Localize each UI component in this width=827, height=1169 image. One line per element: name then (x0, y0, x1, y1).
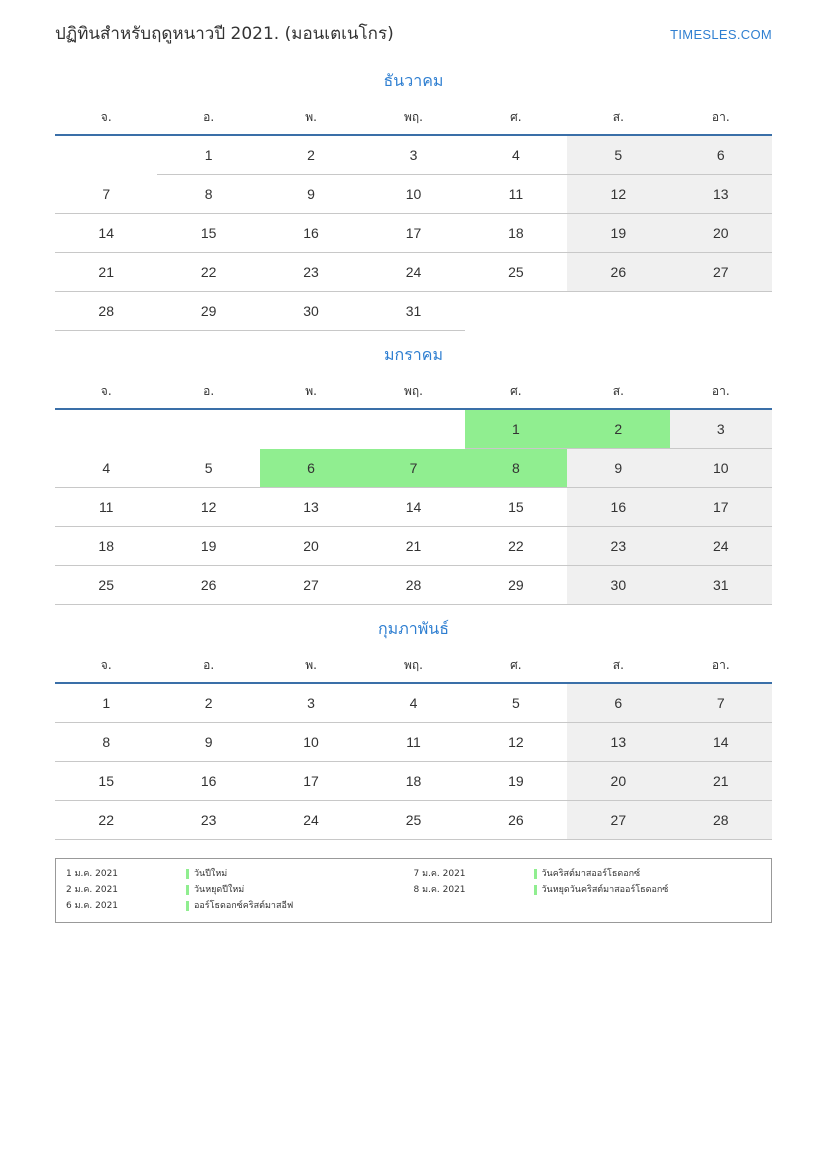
day-cell[interactable]: 14 (670, 723, 772, 762)
day-cell[interactable]: 9 (260, 175, 362, 214)
day-cell[interactable]: 15 (157, 214, 259, 253)
day-cell[interactable]: 19 (465, 762, 567, 801)
day-cell[interactable]: 22 (157, 253, 259, 292)
legend-color-swatch (186, 885, 189, 895)
legend-item (66, 866, 414, 882)
day-cell[interactable]: 14 (55, 214, 157, 253)
day-cell[interactable]: 11 (465, 175, 567, 214)
month-table (55, 104, 772, 331)
day-cell[interactable]: 21 (362, 527, 464, 566)
week-row (55, 488, 772, 527)
month-name: กุมภาพันธ์ (377, 619, 449, 638)
day-cell[interactable]: 25 (55, 566, 157, 605)
day-cell[interactable]: 17 (670, 488, 772, 527)
month-block (55, 343, 772, 605)
weekday-header: จ. (55, 652, 157, 683)
legend-label: วันปีใหม่ (194, 869, 228, 879)
day-cell[interactable]: 23 (260, 253, 362, 292)
legend-color-swatch (186, 869, 189, 879)
day-cell[interactable]: 27 (670, 253, 772, 292)
legend-label: วันหยุดปีใหม่ (194, 885, 245, 895)
weekday-header: อา. (670, 378, 772, 409)
day-cell[interactable]: 30 (567, 566, 669, 605)
day-cell[interactable]: 2 (260, 135, 362, 175)
weekday-header: อา. (670, 104, 772, 135)
day-cell[interactable]: 19 (567, 214, 669, 253)
day-cell[interactable]: 27 (260, 566, 362, 605)
weekday-header: ส. (567, 378, 669, 409)
legend-item (414, 882, 762, 898)
day-cell[interactable]: 1 (157, 135, 259, 175)
week-row (55, 566, 772, 605)
weekday-header: ศ. (465, 652, 567, 683)
day-cell[interactable]: 25 (362, 801, 464, 840)
day-cell[interactable]: 1 (55, 683, 157, 723)
day-cell[interactable]: 14 (362, 488, 464, 527)
day-cell[interactable]: 28 (670, 801, 772, 840)
day-cell[interactable]: 22 (465, 527, 567, 566)
day-cell[interactable]: 18 (55, 527, 157, 566)
day-cell[interactable]: 13 (260, 488, 362, 527)
week-row (55, 762, 772, 801)
day-cell[interactable]: 13 (567, 723, 669, 762)
day-cell[interactable]: 12 (157, 488, 259, 527)
day-cell[interactable]: 4 (465, 135, 567, 175)
day-cell[interactable]: 8 (157, 175, 259, 214)
weekday-header: พฤ. (362, 104, 464, 135)
empty-day-cell (55, 135, 157, 175)
weekday-header: จ. (55, 104, 157, 135)
day-cell[interactable]: 11 (55, 488, 157, 527)
day-cell[interactable]: 18 (465, 214, 567, 253)
legend-label: วันคริสต์มาสออร์โธดอกซ์ (541, 869, 641, 879)
day-cell-holiday[interactable]: 6 (260, 449, 362, 488)
weekday-header: ศ. (465, 378, 567, 409)
weekday-header: จ. (55, 378, 157, 409)
weekday-header-row (55, 378, 772, 409)
weekday-header: ส. (567, 652, 669, 683)
week-row (55, 449, 772, 488)
day-cell[interactable]: 30 (260, 292, 362, 331)
day-cell[interactable]: 16 (260, 214, 362, 253)
weekday-header: อา. (670, 652, 772, 683)
weekday-header: พฤ. (362, 378, 464, 409)
page-title: ปฏิทินสำหรับฤดูหนาวปี 2021. (มอนเตเนโกร) (55, 24, 394, 44)
day-cell[interactable]: 11 (362, 723, 464, 762)
weekday-header: อ. (157, 378, 259, 409)
day-cell[interactable]: 19 (157, 527, 259, 566)
day-cell[interactable]: 20 (260, 527, 362, 566)
day-cell[interactable]: 4 (362, 683, 464, 723)
day-cell[interactable]: 20 (567, 762, 669, 801)
weekday-header: พ. (260, 104, 362, 135)
day-cell[interactable]: 10 (362, 175, 464, 214)
day-cell[interactable]: 31 (362, 292, 464, 331)
week-row (55, 175, 772, 214)
day-cell[interactable]: 24 (362, 253, 464, 292)
empty-day-cell (465, 292, 567, 331)
legend-column-left (66, 866, 414, 914)
day-cell[interactable]: 5 (157, 449, 259, 488)
day-cell[interactable]: 7 (55, 175, 157, 214)
day-cell[interactable]: 18 (362, 762, 464, 801)
day-cell[interactable]: 6 (670, 135, 772, 175)
legend-label: ออร์โธดอกซ์คริสต์มาสอีฟ (194, 901, 294, 911)
day-cell[interactable]: 16 (157, 762, 259, 801)
empty-day-cell (362, 409, 464, 449)
day-cell[interactable]: 15 (465, 488, 567, 527)
month-name: ธันวาคม (383, 71, 444, 90)
day-cell[interactable]: 23 (157, 801, 259, 840)
day-cell[interactable]: 26 (157, 566, 259, 605)
day-cell[interactable]: 12 (567, 175, 669, 214)
month-name: มกราคม (383, 345, 444, 364)
legend-item (66, 882, 414, 898)
week-row (55, 214, 772, 253)
day-cell[interactable]: 17 (362, 214, 464, 253)
weekday-header: อ. (157, 104, 259, 135)
weekday-header: ส. (567, 104, 669, 135)
legend-item (66, 898, 414, 914)
legend-color-swatch (534, 885, 537, 895)
week-row (55, 409, 772, 449)
day-cell[interactable]: 4 (55, 449, 157, 488)
months-container (55, 69, 772, 840)
weekday-header-row (55, 652, 772, 683)
day-cell[interactable]: 25 (465, 253, 567, 292)
week-row (55, 723, 772, 762)
day-cell[interactable]: 13 (670, 175, 772, 214)
weekday-header: พฤ. (362, 652, 464, 683)
week-row (55, 253, 772, 292)
day-cell[interactable]: 28 (362, 566, 464, 605)
empty-day-cell (55, 409, 157, 449)
day-cell[interactable]: 2 (157, 683, 259, 723)
day-cell[interactable]: 24 (260, 801, 362, 840)
day-cell[interactable]: 8 (55, 723, 157, 762)
weekday-header-row (55, 104, 772, 135)
day-cell[interactable]: 6 (567, 683, 669, 723)
day-cell[interactable]: 28 (55, 292, 157, 331)
brand-link[interactable]: TIMESLES.COM (670, 27, 772, 42)
legend-date: 8 ม.ค. 2021 (413, 885, 466, 895)
empty-day-cell (260, 409, 362, 449)
day-cell[interactable]: 26 (465, 801, 567, 840)
day-cell-holiday[interactable]: 1 (465, 409, 567, 449)
empty-day-cell (567, 292, 669, 331)
day-cell[interactable]: 29 (157, 292, 259, 331)
empty-day-cell (670, 292, 772, 331)
legend-date: 2 ม.ค. 2021 (66, 885, 119, 895)
holiday-legend (55, 858, 772, 923)
day-cell[interactable]: 3 (670, 409, 772, 449)
day-cell[interactable]: 27 (567, 801, 669, 840)
weekday-header: ศ. (465, 104, 567, 135)
day-cell[interactable]: 10 (260, 723, 362, 762)
day-cell[interactable]: 31 (670, 566, 772, 605)
legend-color-swatch (186, 901, 189, 911)
day-cell[interactable]: 24 (670, 527, 772, 566)
week-row (55, 135, 772, 175)
week-row (55, 527, 772, 566)
day-cell[interactable]: 9 (157, 723, 259, 762)
page-header (55, 20, 772, 47)
legend-date: 6 ม.ค. 2021 (66, 901, 119, 911)
day-cell[interactable]: 5 (465, 683, 567, 723)
day-cell[interactable]: 20 (670, 214, 772, 253)
day-cell[interactable]: 22 (55, 801, 157, 840)
legend-color-swatch (534, 869, 537, 879)
weekday-header: อ. (157, 652, 259, 683)
weekday-header: พ. (260, 652, 362, 683)
day-cell[interactable]: 3 (362, 135, 464, 175)
legend-label: วันหยุดวันคริสต์มาสออร์โธดอกซ์ (541, 885, 669, 895)
legend-date: 1 ม.ค. 2021 (66, 869, 119, 879)
day-cell-holiday[interactable]: 2 (567, 409, 669, 449)
legend-item (414, 866, 762, 882)
week-row (55, 683, 772, 723)
day-cell[interactable]: 10 (670, 449, 772, 488)
month-block (55, 69, 772, 331)
day-cell[interactable]: 23 (567, 527, 669, 566)
weekday-header: พ. (260, 378, 362, 409)
day-cell-holiday[interactable]: 8 (465, 449, 567, 488)
legend-date: 7 ม.ค. 2021 (413, 869, 466, 879)
day-cell[interactable]: 7 (670, 683, 772, 723)
day-cell[interactable]: 16 (567, 488, 669, 527)
legend-column-right (414, 866, 762, 914)
day-cell[interactable]: 5 (567, 135, 669, 175)
day-cell[interactable]: 21 (55, 253, 157, 292)
month-table (55, 378, 772, 605)
day-cell[interactable]: 15 (55, 762, 157, 801)
week-row (55, 292, 772, 331)
day-cell-holiday[interactable]: 7 (362, 449, 464, 488)
day-cell[interactable]: 29 (465, 566, 567, 605)
month-table (55, 652, 772, 840)
day-cell[interactable]: 3 (260, 683, 362, 723)
empty-day-cell (157, 409, 259, 449)
week-row (55, 801, 772, 840)
day-cell[interactable]: 21 (670, 762, 772, 801)
month-block (55, 617, 772, 840)
day-cell[interactable]: 9 (567, 449, 669, 488)
day-cell[interactable]: 26 (567, 253, 669, 292)
day-cell[interactable]: 12 (465, 723, 567, 762)
day-cell[interactable]: 17 (260, 762, 362, 801)
